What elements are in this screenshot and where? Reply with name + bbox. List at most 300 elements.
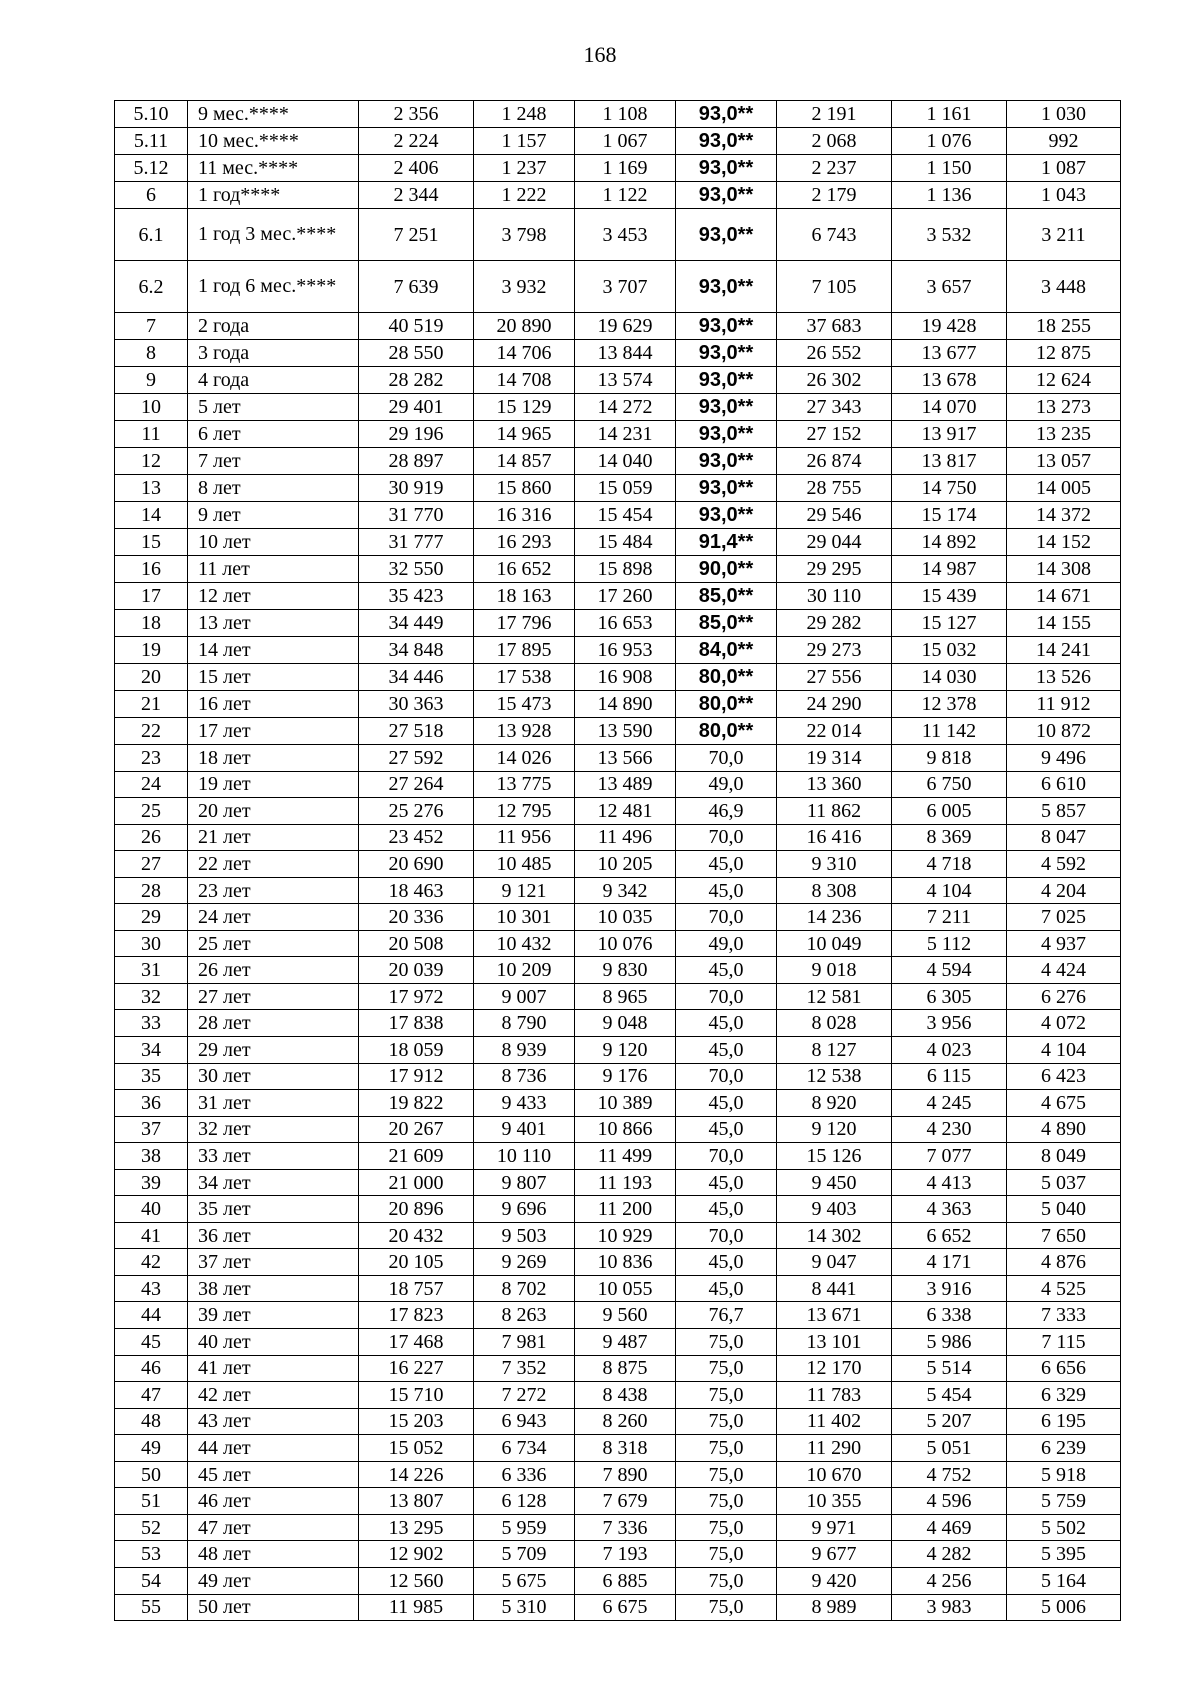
table-row bbox=[115, 745, 1121, 772]
population-male-cell: 16 316 bbox=[474, 502, 575, 529]
population-total-cell: 18 757 bbox=[359, 1275, 474, 1302]
target-total-cell: 26 552 bbox=[777, 340, 892, 367]
coverage-percent-cell: 93,0** bbox=[676, 209, 777, 261]
target-female-cell: 1 030 bbox=[1007, 101, 1121, 128]
target-male-cell: 4 596 bbox=[892, 1488, 1007, 1515]
population-male-cell: 16 652 bbox=[474, 556, 575, 583]
population-female-cell: 10 929 bbox=[575, 1222, 676, 1249]
population-male-cell: 8 702 bbox=[474, 1275, 575, 1302]
population-male-cell: 1 157 bbox=[474, 128, 575, 155]
target-male-cell: 4 469 bbox=[892, 1514, 1007, 1541]
page-number: 168 bbox=[583, 42, 617, 67]
target-total-cell: 10 670 bbox=[777, 1461, 892, 1488]
table-row bbox=[115, 1275, 1121, 1302]
row-number-cell: 38 bbox=[115, 1143, 188, 1170]
coverage-percent-cell: 80,0** bbox=[676, 691, 777, 718]
coverage-percent-cell: 45,0 bbox=[676, 957, 777, 984]
population-total-cell: 18 463 bbox=[359, 877, 474, 904]
population-male-cell: 6 943 bbox=[474, 1408, 575, 1435]
target-total-cell: 11 862 bbox=[777, 798, 892, 825]
target-total-cell: 9 018 bbox=[777, 957, 892, 984]
target-male-cell: 4 230 bbox=[892, 1116, 1007, 1143]
population-female-cell: 15 898 bbox=[575, 556, 676, 583]
target-female-cell: 12 875 bbox=[1007, 340, 1121, 367]
target-male-cell: 13 678 bbox=[892, 367, 1007, 394]
age-group-cell: 24 лет bbox=[188, 904, 359, 931]
target-total-cell: 27 556 bbox=[777, 664, 892, 691]
population-total-cell: 27 264 bbox=[359, 771, 474, 798]
population-total-cell: 19 822 bbox=[359, 1090, 474, 1117]
row-number-cell: 41 bbox=[115, 1222, 188, 1249]
age-group-cell: 46 лет bbox=[188, 1488, 359, 1515]
population-male-cell: 17 895 bbox=[474, 637, 575, 664]
table-row bbox=[115, 637, 1121, 664]
target-male-cell: 4 718 bbox=[892, 851, 1007, 878]
target-female-cell: 6 423 bbox=[1007, 1063, 1121, 1090]
target-female-cell: 4 424 bbox=[1007, 957, 1121, 984]
target-male-cell: 7 077 bbox=[892, 1143, 1007, 1170]
population-total-cell: 28 550 bbox=[359, 340, 474, 367]
age-group-cell: 39 лет bbox=[188, 1302, 359, 1329]
target-female-cell: 13 273 bbox=[1007, 394, 1121, 421]
target-male-cell: 4 413 bbox=[892, 1169, 1007, 1196]
table-row bbox=[115, 1090, 1121, 1117]
target-female-cell: 4 675 bbox=[1007, 1090, 1121, 1117]
target-female-cell: 7 333 bbox=[1007, 1302, 1121, 1329]
age-group-cell: 11 лет bbox=[188, 556, 359, 583]
population-female-cell: 1 108 bbox=[575, 101, 676, 128]
coverage-percent-cell: 93,0** bbox=[676, 448, 777, 475]
population-male-cell: 18 163 bbox=[474, 583, 575, 610]
coverage-percent-cell: 75,0 bbox=[676, 1408, 777, 1435]
coverage-percent-cell: 91,4** bbox=[676, 529, 777, 556]
age-group-cell: 6 лет bbox=[188, 421, 359, 448]
table-row bbox=[115, 1567, 1121, 1594]
population-male-cell: 8 263 bbox=[474, 1302, 575, 1329]
population-female-cell: 6 675 bbox=[575, 1594, 676, 1621]
population-male-cell: 14 708 bbox=[474, 367, 575, 394]
population-total-cell: 12 902 bbox=[359, 1541, 474, 1568]
row-number-cell: 29 bbox=[115, 904, 188, 931]
age-group-cell: 41 лет bbox=[188, 1355, 359, 1382]
target-total-cell: 8 989 bbox=[777, 1594, 892, 1621]
age-group-cell: 15 лет bbox=[188, 664, 359, 691]
age-group-cell: 9 лет bbox=[188, 502, 359, 529]
table-row bbox=[115, 128, 1121, 155]
age-group-cell: 12 лет bbox=[188, 583, 359, 610]
target-male-cell: 13 677 bbox=[892, 340, 1007, 367]
target-total-cell: 2 191 bbox=[777, 101, 892, 128]
age-group-cell: 37 лет bbox=[188, 1249, 359, 1276]
target-total-cell: 12 170 bbox=[777, 1355, 892, 1382]
population-female-cell: 7 890 bbox=[575, 1461, 676, 1488]
target-female-cell: 8 049 bbox=[1007, 1143, 1121, 1170]
target-total-cell: 14 302 bbox=[777, 1222, 892, 1249]
population-male-cell: 14 857 bbox=[474, 448, 575, 475]
target-male-cell: 13 817 bbox=[892, 448, 1007, 475]
coverage-percent-cell: 75,0 bbox=[676, 1514, 777, 1541]
target-male-cell: 3 956 bbox=[892, 1010, 1007, 1037]
target-total-cell: 16 416 bbox=[777, 824, 892, 851]
target-female-cell: 5 759 bbox=[1007, 1488, 1121, 1515]
population-total-cell: 32 550 bbox=[359, 556, 474, 583]
target-female-cell: 3 448 bbox=[1007, 261, 1121, 313]
table-row bbox=[115, 529, 1121, 556]
table-row bbox=[115, 155, 1121, 182]
row-number-cell: 31 bbox=[115, 957, 188, 984]
target-female-cell: 14 152 bbox=[1007, 529, 1121, 556]
target-male-cell: 14 070 bbox=[892, 394, 1007, 421]
age-group-cell: 42 лет bbox=[188, 1382, 359, 1409]
population-total-cell: 28 897 bbox=[359, 448, 474, 475]
population-male-cell: 9 503 bbox=[474, 1222, 575, 1249]
population-female-cell: 9 830 bbox=[575, 957, 676, 984]
population-female-cell: 6 885 bbox=[575, 1567, 676, 1594]
population-total-cell: 20 508 bbox=[359, 930, 474, 957]
population-male-cell: 6 734 bbox=[474, 1435, 575, 1462]
population-male-cell: 5 959 bbox=[474, 1514, 575, 1541]
table-row bbox=[115, 1196, 1121, 1223]
population-total-cell: 31 777 bbox=[359, 529, 474, 556]
age-group-cell: 10 мес.**** bbox=[188, 128, 359, 155]
age-group-cell: 9 мес.**** bbox=[188, 101, 359, 128]
target-total-cell: 13 671 bbox=[777, 1302, 892, 1329]
population-total-cell: 7 251 bbox=[359, 209, 474, 261]
target-female-cell: 5 037 bbox=[1007, 1169, 1121, 1196]
target-male-cell: 4 752 bbox=[892, 1461, 1007, 1488]
row-number-cell: 21 bbox=[115, 691, 188, 718]
coverage-percent-cell: 70,0 bbox=[676, 983, 777, 1010]
target-total-cell: 9 403 bbox=[777, 1196, 892, 1223]
population-total-cell: 34 449 bbox=[359, 610, 474, 637]
population-male-cell: 5 310 bbox=[474, 1594, 575, 1621]
population-total-cell: 20 267 bbox=[359, 1116, 474, 1143]
population-total-cell: 2 356 bbox=[359, 101, 474, 128]
age-group-cell: 32 лет bbox=[188, 1116, 359, 1143]
population-female-cell: 10 055 bbox=[575, 1275, 676, 1302]
row-number-cell: 51 bbox=[115, 1488, 188, 1515]
row-number-cell: 7 bbox=[115, 313, 188, 340]
population-male-cell: 9 433 bbox=[474, 1090, 575, 1117]
target-total-cell: 9 677 bbox=[777, 1541, 892, 1568]
target-male-cell: 5 051 bbox=[892, 1435, 1007, 1462]
population-male-cell: 9 807 bbox=[474, 1169, 575, 1196]
target-female-cell: 14 671 bbox=[1007, 583, 1121, 610]
coverage-percent-cell: 93,0** bbox=[676, 313, 777, 340]
row-number-cell: 6.2 bbox=[115, 261, 188, 313]
population-total-cell: 13 295 bbox=[359, 1514, 474, 1541]
row-number-cell: 42 bbox=[115, 1249, 188, 1276]
coverage-percent-cell: 85,0** bbox=[676, 610, 777, 637]
age-group-cell: 48 лет bbox=[188, 1541, 359, 1568]
coverage-percent-cell: 70,0 bbox=[676, 904, 777, 931]
row-number-cell: 20 bbox=[115, 664, 188, 691]
table-row bbox=[115, 851, 1121, 878]
target-female-cell: 1 087 bbox=[1007, 155, 1121, 182]
coverage-percent-cell: 70,0 bbox=[676, 1222, 777, 1249]
row-number-cell: 48 bbox=[115, 1408, 188, 1435]
target-total-cell: 7 105 bbox=[777, 261, 892, 313]
row-number-cell: 37 bbox=[115, 1116, 188, 1143]
coverage-percent-cell: 75,0 bbox=[676, 1461, 777, 1488]
table-row bbox=[115, 1037, 1121, 1064]
row-number-cell: 47 bbox=[115, 1382, 188, 1409]
target-female-cell: 992 bbox=[1007, 128, 1121, 155]
population-male-cell: 10 485 bbox=[474, 851, 575, 878]
target-male-cell: 5 986 bbox=[892, 1329, 1007, 1356]
target-female-cell: 5 006 bbox=[1007, 1594, 1121, 1621]
population-male-cell: 14 965 bbox=[474, 421, 575, 448]
population-total-cell: 12 560 bbox=[359, 1567, 474, 1594]
target-male-cell: 3 532 bbox=[892, 209, 1007, 261]
target-total-cell: 10 049 bbox=[777, 930, 892, 957]
coverage-percent-cell: 93,0** bbox=[676, 340, 777, 367]
coverage-percent-cell: 93,0** bbox=[676, 367, 777, 394]
coverage-percent-cell: 84,0** bbox=[676, 637, 777, 664]
target-total-cell: 9 450 bbox=[777, 1169, 892, 1196]
coverage-percent-cell: 80,0** bbox=[676, 664, 777, 691]
coverage-percent-cell: 85,0** bbox=[676, 583, 777, 610]
target-total-cell: 14 236 bbox=[777, 904, 892, 931]
coverage-percent-cell: 45,0 bbox=[676, 1275, 777, 1302]
population-total-cell: 30 363 bbox=[359, 691, 474, 718]
age-group-cell: 18 лет bbox=[188, 745, 359, 772]
target-total-cell: 2 237 bbox=[777, 155, 892, 182]
population-female-cell: 7 336 bbox=[575, 1514, 676, 1541]
population-male-cell: 1 222 bbox=[474, 182, 575, 209]
age-group-cell: 22 лет bbox=[188, 851, 359, 878]
coverage-percent-cell: 93,0** bbox=[676, 475, 777, 502]
target-male-cell: 12 378 bbox=[892, 691, 1007, 718]
table-row bbox=[115, 1408, 1121, 1435]
table-row bbox=[115, 824, 1121, 851]
target-male-cell: 8 369 bbox=[892, 824, 1007, 851]
target-total-cell: 2 068 bbox=[777, 128, 892, 155]
population-male-cell: 16 293 bbox=[474, 529, 575, 556]
population-female-cell: 7 193 bbox=[575, 1541, 676, 1568]
coverage-percent-cell: 75,0 bbox=[676, 1355, 777, 1382]
age-group-cell: 8 лет bbox=[188, 475, 359, 502]
age-group-cell: 26 лет bbox=[188, 957, 359, 984]
table-row bbox=[115, 182, 1121, 209]
row-number-cell: 50 bbox=[115, 1461, 188, 1488]
table-row bbox=[115, 877, 1121, 904]
population-total-cell: 15 710 bbox=[359, 1382, 474, 1409]
row-number-cell: 52 bbox=[115, 1514, 188, 1541]
target-female-cell: 14 005 bbox=[1007, 475, 1121, 502]
age-group-cell: 5 лет bbox=[188, 394, 359, 421]
target-male-cell: 6 652 bbox=[892, 1222, 1007, 1249]
row-number-cell: 16 bbox=[115, 556, 188, 583]
population-total-cell: 20 336 bbox=[359, 904, 474, 931]
age-group-cell: 1 год 6 мес.**** bbox=[188, 261, 359, 313]
population-female-cell: 14 890 bbox=[575, 691, 676, 718]
population-male-cell: 14 026 bbox=[474, 745, 575, 772]
target-male-cell: 1 161 bbox=[892, 101, 1007, 128]
table-row bbox=[115, 261, 1121, 313]
coverage-percent-cell: 76,7 bbox=[676, 1302, 777, 1329]
target-male-cell: 14 750 bbox=[892, 475, 1007, 502]
population-male-cell: 15 129 bbox=[474, 394, 575, 421]
target-male-cell: 19 428 bbox=[892, 313, 1007, 340]
population-total-cell: 30 919 bbox=[359, 475, 474, 502]
population-total-cell: 15 203 bbox=[359, 1408, 474, 1435]
population-female-cell: 10 076 bbox=[575, 930, 676, 957]
population-total-cell: 27 518 bbox=[359, 718, 474, 745]
age-group-cell: 14 лет bbox=[188, 637, 359, 664]
population-total-cell: 17 468 bbox=[359, 1329, 474, 1356]
age-group-cell: 1 год**** bbox=[188, 182, 359, 209]
population-female-cell: 7 679 bbox=[575, 1488, 676, 1515]
target-male-cell: 6 005 bbox=[892, 798, 1007, 825]
target-total-cell: 13 101 bbox=[777, 1329, 892, 1356]
population-female-cell: 9 048 bbox=[575, 1010, 676, 1037]
target-total-cell: 37 683 bbox=[777, 313, 892, 340]
table-row bbox=[115, 1461, 1121, 1488]
population-female-cell: 16 953 bbox=[575, 637, 676, 664]
population-total-cell: 31 770 bbox=[359, 502, 474, 529]
target-female-cell: 6 239 bbox=[1007, 1435, 1121, 1462]
row-number-cell: 32 bbox=[115, 983, 188, 1010]
target-female-cell: 18 255 bbox=[1007, 313, 1121, 340]
target-female-cell: 5 164 bbox=[1007, 1567, 1121, 1594]
target-female-cell: 6 276 bbox=[1007, 983, 1121, 1010]
age-group-cell: 28 лет bbox=[188, 1010, 359, 1037]
age-group-cell: 1 год 3 мес.**** bbox=[188, 209, 359, 261]
coverage-percent-cell: 70,0 bbox=[676, 1063, 777, 1090]
target-total-cell: 29 295 bbox=[777, 556, 892, 583]
table-row bbox=[115, 1302, 1121, 1329]
population-male-cell: 17 796 bbox=[474, 610, 575, 637]
population-female-cell: 10 389 bbox=[575, 1090, 676, 1117]
row-number-cell: 44 bbox=[115, 1302, 188, 1329]
target-total-cell: 29 546 bbox=[777, 502, 892, 529]
target-total-cell: 22 014 bbox=[777, 718, 892, 745]
population-total-cell: 20 039 bbox=[359, 957, 474, 984]
table-row bbox=[115, 983, 1121, 1010]
population-male-cell: 3 932 bbox=[474, 261, 575, 313]
row-number-cell: 25 bbox=[115, 798, 188, 825]
population-male-cell: 7 981 bbox=[474, 1329, 575, 1356]
population-female-cell: 14 231 bbox=[575, 421, 676, 448]
population-female-cell: 13 590 bbox=[575, 718, 676, 745]
population-table bbox=[114, 100, 1121, 1621]
population-female-cell: 10 035 bbox=[575, 904, 676, 931]
target-male-cell: 3 657 bbox=[892, 261, 1007, 313]
age-group-cell: 4 года bbox=[188, 367, 359, 394]
row-number-cell: 30 bbox=[115, 930, 188, 957]
population-total-cell: 15 052 bbox=[359, 1435, 474, 1462]
target-male-cell: 4 256 bbox=[892, 1567, 1007, 1594]
population-male-cell: 8 736 bbox=[474, 1063, 575, 1090]
target-male-cell: 1 136 bbox=[892, 182, 1007, 209]
target-male-cell: 14 030 bbox=[892, 664, 1007, 691]
target-female-cell: 13 057 bbox=[1007, 448, 1121, 475]
population-female-cell: 10 866 bbox=[575, 1116, 676, 1143]
population-female-cell: 9 487 bbox=[575, 1329, 676, 1356]
population-male-cell: 6 336 bbox=[474, 1461, 575, 1488]
population-female-cell: 9 560 bbox=[575, 1302, 676, 1329]
age-group-cell: 19 лет bbox=[188, 771, 359, 798]
table-row bbox=[115, 798, 1121, 825]
population-female-cell: 16 653 bbox=[575, 610, 676, 637]
population-total-cell: 29 401 bbox=[359, 394, 474, 421]
population-male-cell: 15 473 bbox=[474, 691, 575, 718]
target-total-cell: 13 360 bbox=[777, 771, 892, 798]
population-male-cell: 9 121 bbox=[474, 877, 575, 904]
coverage-percent-cell: 45,0 bbox=[676, 851, 777, 878]
age-group-cell: 7 лет bbox=[188, 448, 359, 475]
age-group-cell: 23 лет bbox=[188, 877, 359, 904]
population-female-cell: 15 059 bbox=[575, 475, 676, 502]
target-female-cell: 13 235 bbox=[1007, 421, 1121, 448]
row-number-cell: 22 bbox=[115, 718, 188, 745]
target-total-cell: 29 044 bbox=[777, 529, 892, 556]
population-female-cell: 9 342 bbox=[575, 877, 676, 904]
population-total-cell: 20 105 bbox=[359, 1249, 474, 1276]
coverage-percent-cell: 70,0 bbox=[676, 824, 777, 851]
target-male-cell: 5 112 bbox=[892, 930, 1007, 957]
target-total-cell: 26 302 bbox=[777, 367, 892, 394]
row-number-cell: 33 bbox=[115, 1010, 188, 1037]
population-female-cell: 3 707 bbox=[575, 261, 676, 313]
population-total-cell: 17 838 bbox=[359, 1010, 474, 1037]
age-group-cell: 36 лет bbox=[188, 1222, 359, 1249]
target-female-cell: 14 155 bbox=[1007, 610, 1121, 637]
target-total-cell: 29 273 bbox=[777, 637, 892, 664]
target-total-cell: 28 755 bbox=[777, 475, 892, 502]
target-female-cell: 12 624 bbox=[1007, 367, 1121, 394]
table-row bbox=[115, 930, 1121, 957]
target-male-cell: 5 454 bbox=[892, 1382, 1007, 1409]
target-male-cell: 6 305 bbox=[892, 983, 1007, 1010]
age-group-cell: 49 лет bbox=[188, 1567, 359, 1594]
target-female-cell: 4 937 bbox=[1007, 930, 1121, 957]
population-total-cell: 20 690 bbox=[359, 851, 474, 878]
target-male-cell: 3 983 bbox=[892, 1594, 1007, 1621]
age-group-cell: 38 лет bbox=[188, 1275, 359, 1302]
population-male-cell: 13 928 bbox=[474, 718, 575, 745]
coverage-percent-cell: 70,0 bbox=[676, 745, 777, 772]
row-number-cell: 43 bbox=[115, 1275, 188, 1302]
row-number-cell: 14 bbox=[115, 502, 188, 529]
row-number-cell: 19 bbox=[115, 637, 188, 664]
coverage-percent-cell: 90,0** bbox=[676, 556, 777, 583]
row-number-cell: 55 bbox=[115, 1594, 188, 1621]
table-row bbox=[115, 1514, 1121, 1541]
population-female-cell: 11 200 bbox=[575, 1196, 676, 1223]
row-number-cell: 13 bbox=[115, 475, 188, 502]
population-female-cell: 14 272 bbox=[575, 394, 676, 421]
population-female-cell: 15 484 bbox=[575, 529, 676, 556]
target-female-cell: 6 329 bbox=[1007, 1382, 1121, 1409]
coverage-percent-cell: 93,0** bbox=[676, 261, 777, 313]
table-row bbox=[115, 610, 1121, 637]
population-male-cell: 14 706 bbox=[474, 340, 575, 367]
row-number-cell: 5.11 bbox=[115, 128, 188, 155]
table-row bbox=[115, 1541, 1121, 1568]
population-total-cell: 34 446 bbox=[359, 664, 474, 691]
coverage-percent-cell: 75,0 bbox=[676, 1382, 777, 1409]
target-male-cell: 14 987 bbox=[892, 556, 1007, 583]
row-number-cell: 35 bbox=[115, 1063, 188, 1090]
coverage-percent-cell: 49,0 bbox=[676, 930, 777, 957]
target-female-cell: 4 876 bbox=[1007, 1249, 1121, 1276]
population-female-cell: 15 454 bbox=[575, 502, 676, 529]
table-row bbox=[115, 421, 1121, 448]
table-row bbox=[115, 583, 1121, 610]
target-female-cell: 10 872 bbox=[1007, 718, 1121, 745]
